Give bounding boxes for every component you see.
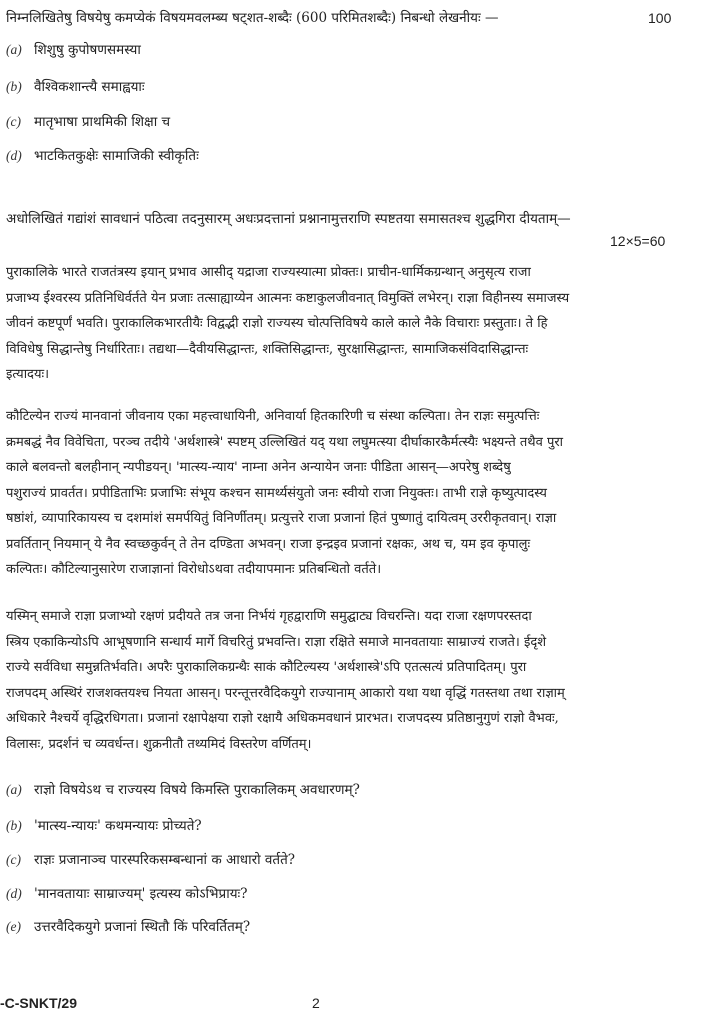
option-text: भाटकितकुक्षेः सामाजिकी स्वीकृतिः (34, 148, 199, 164)
passage-line: विलासः, प्रदर्शनं च व्यवर्धन्त। शुक्रनीतौ तथ्यमिदं विस्तरेण वर्णितम्। (6, 736, 312, 752)
option-text: उत्तरवैदिकयुगे प्रजानां स्थितौ किं परिवर्तितम्? (34, 919, 251, 935)
option-text: राज्ञो विषयेऽथ च राज्यस्य विषये किमस्ति पुराकालिकम् अवधारणम्? (34, 782, 360, 798)
question-1-option-d (6, 146, 199, 164)
question-2-option-b (6, 816, 202, 834)
question-1-option-c (6, 112, 170, 130)
passage-line: कल्पितः। कौटिल्यानुसारेण राजाज्ञानां विरोधोऽथवा तदीयापमानः प्रतिबन्धितो वर्तते। (6, 562, 382, 577)
question-1-option-a (6, 40, 141, 58)
option-label: (d) (6, 886, 22, 901)
option-text: राज्ञः प्रजानाञ्च पारस्परिकसम्बन्धानां क आधारो वर्तते? (34, 852, 296, 868)
passage-line: क्रमबद्धं नैव विवेचिता, परञ्च तदीये 'अर्थशास्त्रे' स्पष्टम् उल्लिखितं यद् यथा लघुमत्स्या दीर्घाकारकैर्मत्स्यैः भक्ष्यन्ते तथैव पुरा (6, 434, 564, 450)
passage-line: पशुराज्यं प्रावर्तत। प्रपीडिताभिः प्रजाभिः संभूय कश्चन सामर्थ्यसंयुतो जनः स्वीयो राजा नियुक्तः। ताभी राज्ञे कृष्युत्पादस्य (6, 485, 547, 501)
option-text: 'मात्स्य-न्यायः' कथमन्यायः प्रोच्यते? (34, 818, 202, 834)
question-1-marks: 100 (648, 10, 672, 26)
paper-code: -C-SNKT/29 (0, 995, 78, 1011)
question-2-option-a (6, 780, 360, 798)
option-label: (c) (6, 114, 21, 129)
passage-line: विविधेषु सिद्धान्तेषु निर्धारिताः। तद्यथा—दैवीयसिद्धान्तः, शक्तिसिद्धान्तः, सुरक्षासिद्धान्तः, सामाजिकसंविदासिद्धान्तः (6, 341, 529, 357)
passage-line: राज्ये सर्वविधा समुन्नतिर्भवति। अपरैः पुराकालिकग्रन्थैः साकं कौटिल्यस्य 'अर्थशास्त्रे'ऽपि एतत्सत्यं प्रतिपादितम्। पुरा (6, 660, 527, 675)
question-1-prompt: निम्नलिखितेषु विषयेषु कमप्येकं विषयमवलम्ब्य षट्शत-शब्दैः (600 परिमितशब्दैः) निबन्धो लेखनीयः — (6, 10, 499, 26)
option-label: (e) (6, 919, 21, 934)
option-label: (b) (6, 79, 22, 94)
passage-line: काले बलवन्तो बलहीनान् न्यपीडयन्। 'मात्स्य-न्याय' नाम्ना अनेन अन्यायेन जनाः पीडिता आसन्—अपरेषु शब्देषु (6, 460, 511, 475)
page-number: 2 (312, 995, 320, 1011)
option-label: (c) (6, 852, 21, 867)
option-text: शिशुषु कुपोषणसमस्या (34, 42, 141, 58)
passage-line: प्रवर्तितान् नियमान् ये नैव स्वच्छकुर्वन् ते तेन दण्डिता अभवन्। राजा इन्द्रइव प्रजानां रक्षकः, अथ च, यम इव कृपालुः (6, 536, 531, 552)
option-label: (d) (6, 148, 22, 163)
question-2-prompt: अधोलिखितं गद्यांशं सावधानं पठित्वा तदनुसारम् अधःप्रदत्तानां प्रश्नानामुत्तराणि स्पष्टतया समासतश्च शुद्धगिरा दीयताम्— (6, 211, 571, 227)
passage-line: षष्ठांशं, व्यापारिकायस्य च दशमांशं समर्पयितुं विनिर्णीतम्। प्रत्युत्तरे राजा प्रजानां हितं पुष्णातुं दायित्वम् उररीकृतवान्। राज्ञा (6, 511, 557, 526)
passage-line: पुराकालिके भारते राजतंत्रस्य इयान् प्रभाव आसीद् यद्राजा राज्यस्यात्मा प्रोक्तः। प्राचीन-धार्मिकग्रन्थान् अनुसृत्य राजा (6, 265, 531, 280)
passage-line: यस्मिन् समाजे राज्ञा प्रजाभ्यो रक्षणं प्रदीयते तत्र जना निर्भयं गृहद्वाराणि समुद्घाट्य विचरन्ति। यदा राजा रक्षणपरस्तदा (6, 609, 532, 624)
question-2-option-c (6, 850, 295, 868)
option-text: मातृभाषा प्राथमिकी शिक्षा च (34, 114, 171, 130)
passage-line: राजपदम् अस्थिरं राजशक्तयश्च नियता आसन्। परन्तूत्तरवैदिकयुगे राज्यानाम् आकारो यथा यथा वृद्धिं गतस्तथा तथा राज्ञाम् (6, 685, 565, 701)
passage-line: इत्यादयः। (6, 367, 50, 382)
passage-line: जीवनं कष्टपूर्णं भवति। पुराकालिकभारतीयैः विद्वद्भी राज्ञो राज्यस्य चोत्पत्तिविषये काले काले नैके विचाराः प्रस्तुताः। ते हि (6, 316, 548, 331)
passage-line: कौटिल्येन राज्यं मानवानां जीवनाय एका महत्त्वाधायिनी, अनिवार्या हितकारिणी च संस्था कल्पिता। तेन राज्ञः समुत्पत्तिः (6, 409, 540, 424)
passage-line: अधिकारे नैश्चर्ये वृद्धिरधिगता। प्रजानां रक्षापेक्षया राज्ञो रक्षायै अधिकमवधानं प्रारभत। राजपदस्य प्रतिष्ठानुगुणं राज्ञो वैभवः, (6, 711, 559, 726)
option-label: (a) (6, 782, 22, 797)
option-text: 'मानवतायाः साम्राज्यम्' इत्यस्य कोऽभिप्रायः? (34, 886, 248, 902)
passage-paragraph-2 (6, 404, 670, 583)
question-2-option-d (6, 884, 248, 902)
passage-line: स्त्रिय एकाकिन्योऽपि आभूषणानि सन्धार्य मार्गे विचरितुं प्रभवन्ति। राज्ञा रक्षिते समाजे मानवतायाः साम्राज्यं राजते। ईदृशे (6, 634, 547, 650)
passage-paragraph-3 (6, 604, 670, 757)
option-label: (a) (6, 42, 22, 57)
question-2-marks: 12×5=60 (610, 233, 666, 249)
question-2-option-e (6, 917, 250, 935)
passage-paragraph-1 (6, 260, 670, 388)
passage-line: प्रजाभ्य ईश्वरस्य प्रतिनिधिर्वर्तते येन प्रजाः तत्साह्याय्येन आत्मनः कष्टाकुलजीवनात् विमुक्तिं लभेरन्। राज्ञा विहीनस्य समाजस्य (6, 290, 570, 306)
question-1-option-b (6, 77, 145, 95)
option-text: वैश्विकशान्त्यै समाह्वयाः (34, 79, 145, 95)
option-label: (b) (6, 818, 22, 833)
